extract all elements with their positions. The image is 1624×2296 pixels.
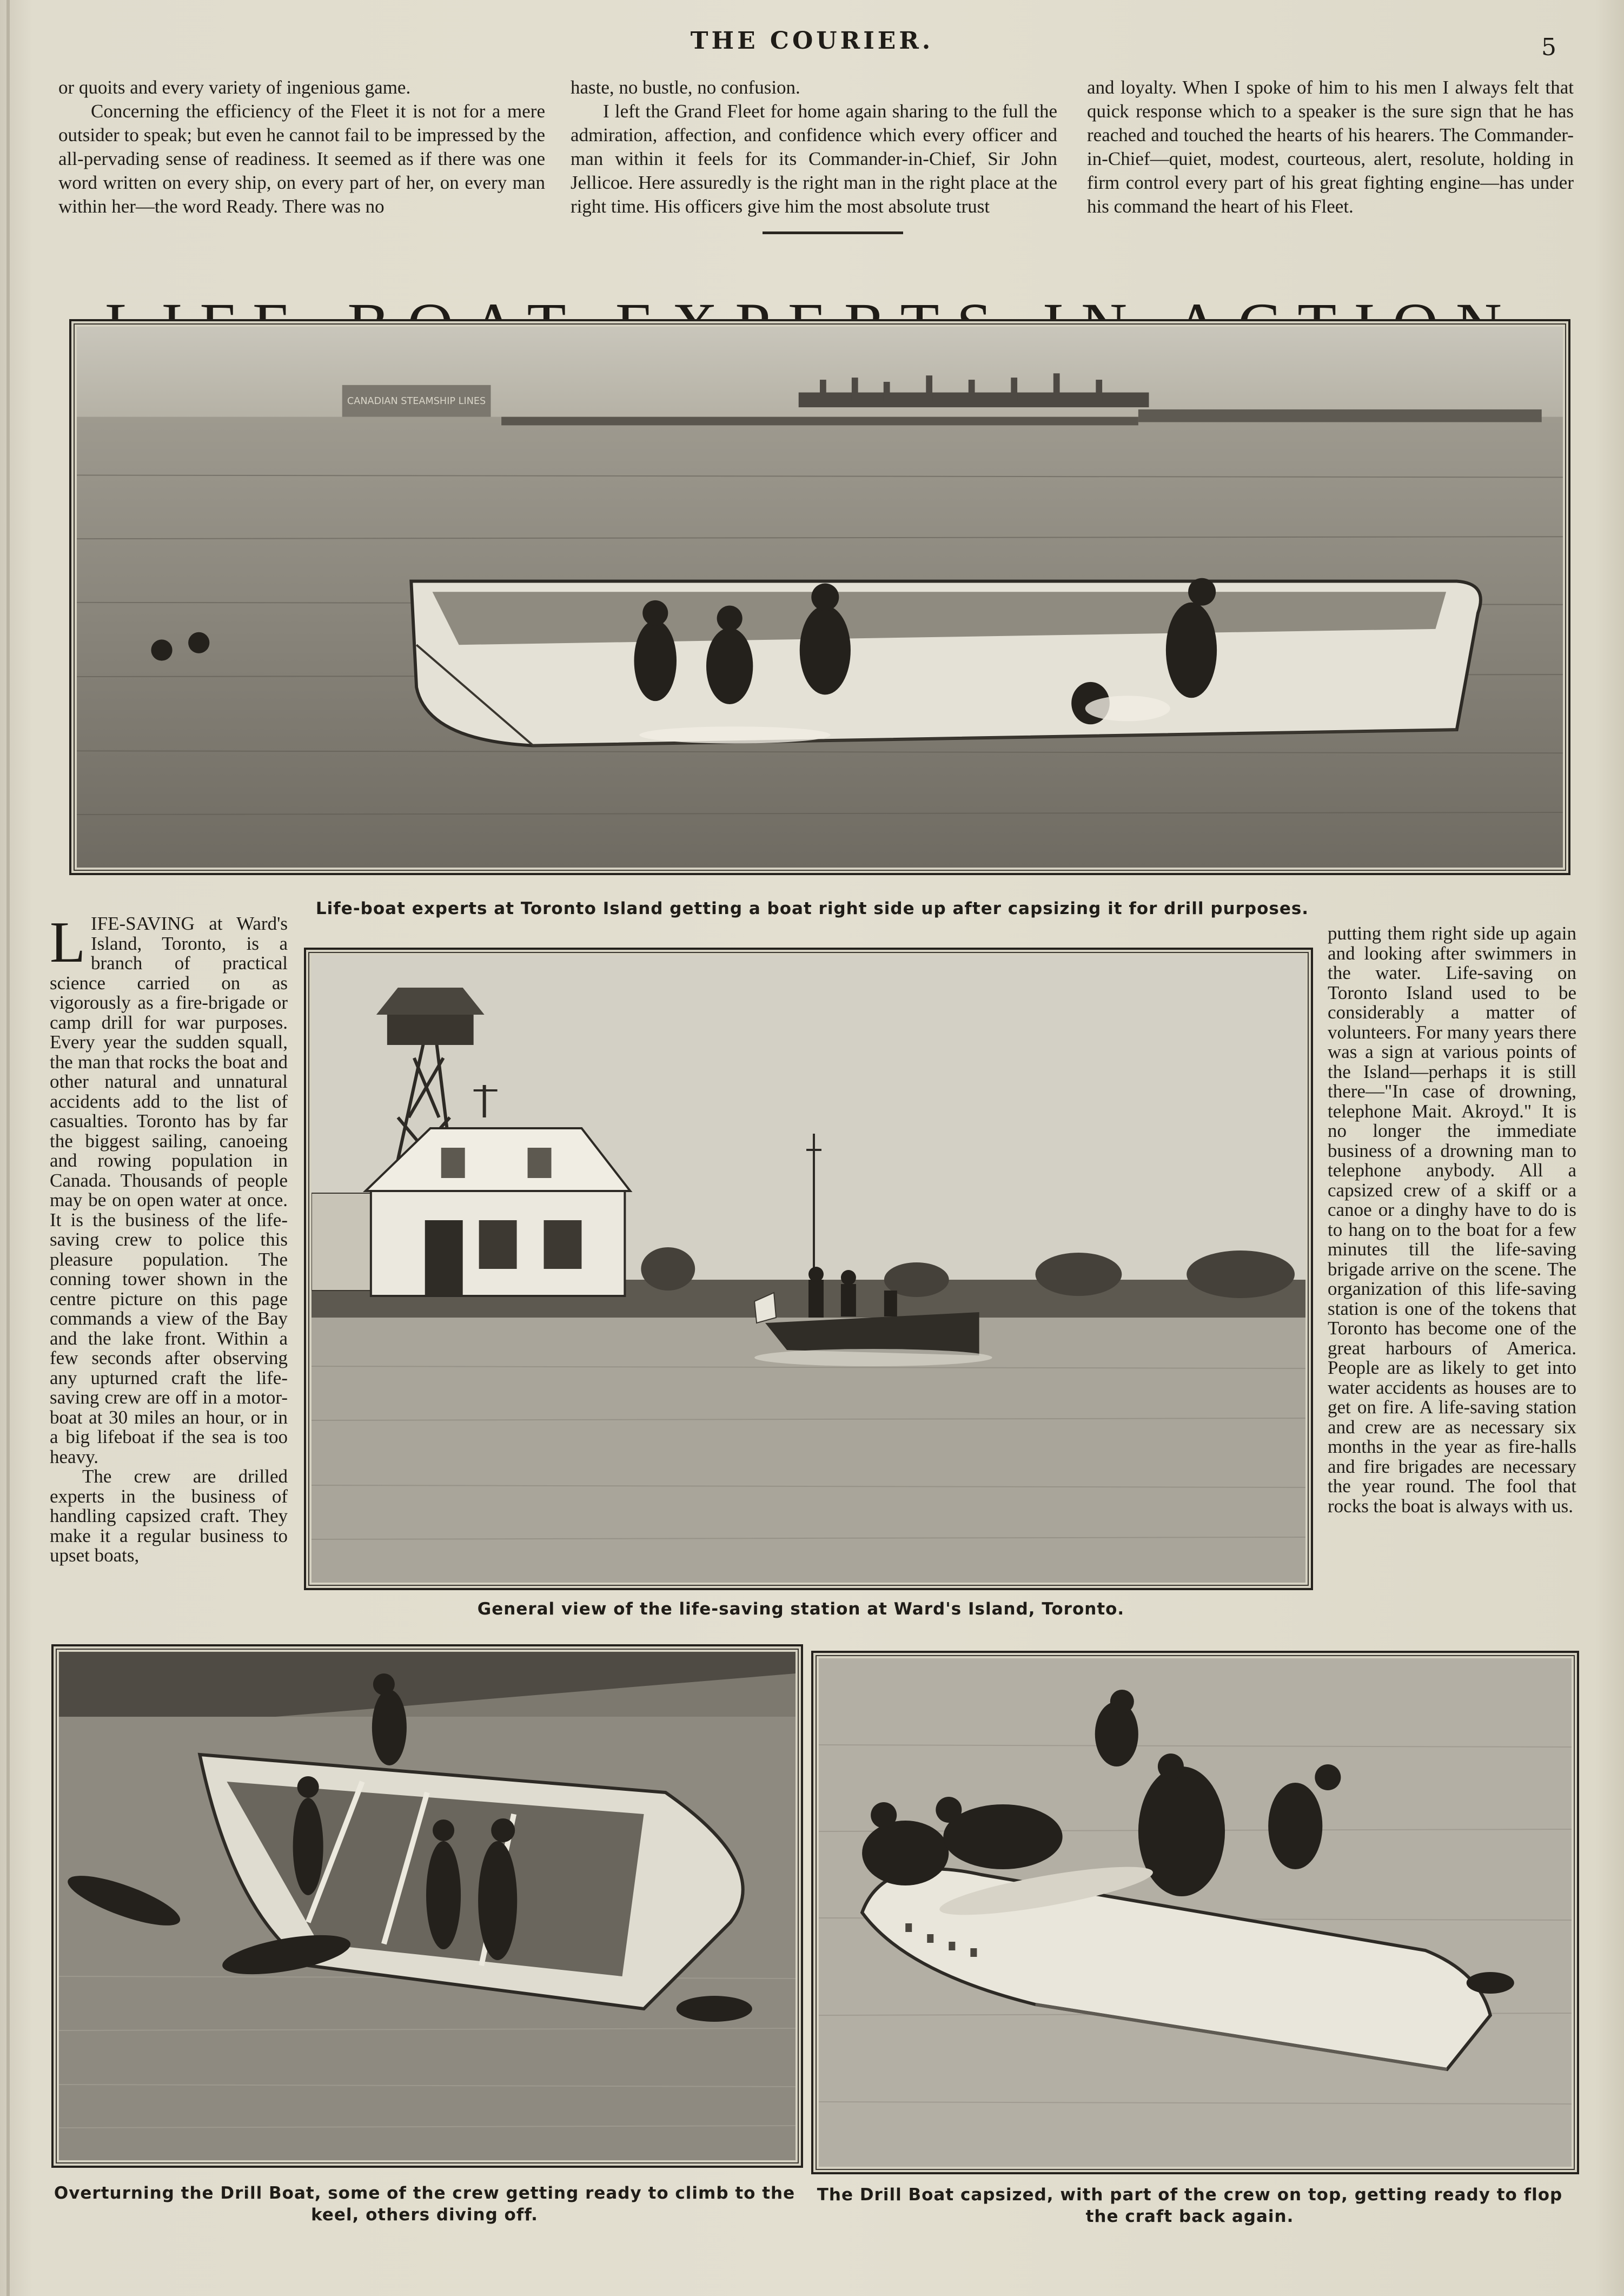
top-col2-p1: haste, no bustle, no confusion. — [571, 77, 800, 98]
photo-life-saving-station-image — [311, 955, 1305, 1583]
dropcap: L — [50, 910, 85, 975]
top-col3-p1: and loyalty. When I spoke of him to his men I always felt that quick response which to a speaker is the sure sign that he has reached and touched the hearts of his hearers. The Commander-in-Chief—quiet, modest, courteous, alert, resolute, holding in firm control every part of his great fighting engine—has under his command the heart of his Fleet. — [1087, 77, 1574, 217]
photo-overturning-drill-boat-image — [59, 1652, 796, 2160]
caption-bottom-left-photo: Overturning the Drill Boat, some of the crew getting ready to climb to the keel, others diving off. — [54, 2183, 796, 2225]
section-rule — [763, 231, 903, 234]
left-col-p1 — [50, 910, 288, 1467]
top-column-1 — [58, 76, 545, 219]
pier-sign-text: CANADIAN STEAMSHIP LINES — [347, 396, 486, 407]
caption-top-photo: Life-boat experts at Toronto Island getting a boat right side up after capsizing it for drill purposes. — [315, 899, 1309, 918]
top-column-2 — [571, 76, 1057, 219]
top-col1-p2: Concerning the efficiency of the Fleet it is not for a mere outsider to speak; but even he cannot fail to be impressed by the all-pervading sense of readiness. It seemed as if there was one word written on every ship, on every part of her, on every man within her—the word Ready. There was no — [58, 101, 545, 217]
top-col1-p1: or quoits and every variety of ingenious game. — [58, 77, 411, 98]
photo-drill-boat-capsized — [811, 1651, 1579, 2174]
running-head: THE COURIER. — [690, 27, 934, 55]
caption-bottom-right-photo: The Drill Boat capsized, with part of the crew on top, getting ready to flop the craft back again. — [817, 2185, 1563, 2226]
photo-overturning-drill-boat — [51, 1644, 803, 2168]
photo-drill-boat-capsized-image — [819, 1658, 1572, 2167]
left-col-p1-text: IFE-SAVING at Ward's Island, Toronto, is a branch of practical science carried on as vigorously as a fire-brigade or camp drill for war purposes. Every year the sudden squall, the man that rocks the boat and other natural and unnatural accidents add to the list of casualties. Toronto has by far the biggest sailing, canoeing and rowing population in Canada. Thousands of people may be on open water at once. It is the business of the life-saving crew to police this pleasure population. The conning tower shown in the centre picture on this page commands a view of the Bay and the lake front. Within a few seconds after observing any upturned craft the life-saving crew are off in a motor-boat at 30 miles an hour, or in a big lifeboat if the sea is too heavy. — [50, 913, 288, 1467]
right-col-p1: putting them right side up again and looking after swimmers in the water. Life-saving on Toronto Island used to be considerably a matter of volunteers. For many years there was a sign at various points of the Island—perhaps it is still there—"In case of drowning, telephone Mait. Akroyd." It is no longer the immediate business of a drowning man to telephone anybody. All a capsized crew of a skiff or a canoe or a dinghy have to do is to hang on to the boat for a few minutes till the life-saving brigade arrive on the scene. The organization of this life-saving station is one of the tokens that Toronto has become one of the great harbours of America. People are as likely to get into water accidents as houses are to get on fire. A life-saving station and crew are as necessary six months in the year as fire-halls and fire brigades are necessary the year round. The fool that rocks the boat is always with us. — [1328, 923, 1576, 1517]
right-body-column — [1328, 924, 1576, 1516]
top-col2-p2: I left the Grand Fleet for home again sharing to the full the admiration, affection, and confidence which every officer and man within it feels for its Commander-in-Chief, Sir John Jellicoe. Here assuredly is the right man in the right place at the right time. His officers give him the most absolute trust — [571, 101, 1057, 217]
page-number: 5 — [1541, 34, 1556, 61]
left-col-p2: The crew are drilled experts in the business of handling capsized craft. They make it a regular business to upset boats, — [50, 1466, 288, 1566]
photo-lifeboat-righting — [69, 319, 1570, 875]
left-body-column — [50, 910, 288, 1566]
photo-lifeboat-righting-image — [77, 327, 1563, 868]
photo-life-saving-station — [304, 948, 1313, 1590]
top-column-3 — [1087, 76, 1574, 219]
caption-center-photo: General view of the life-saving station at Ward's Island, Toronto. — [477, 1599, 1125, 1619]
